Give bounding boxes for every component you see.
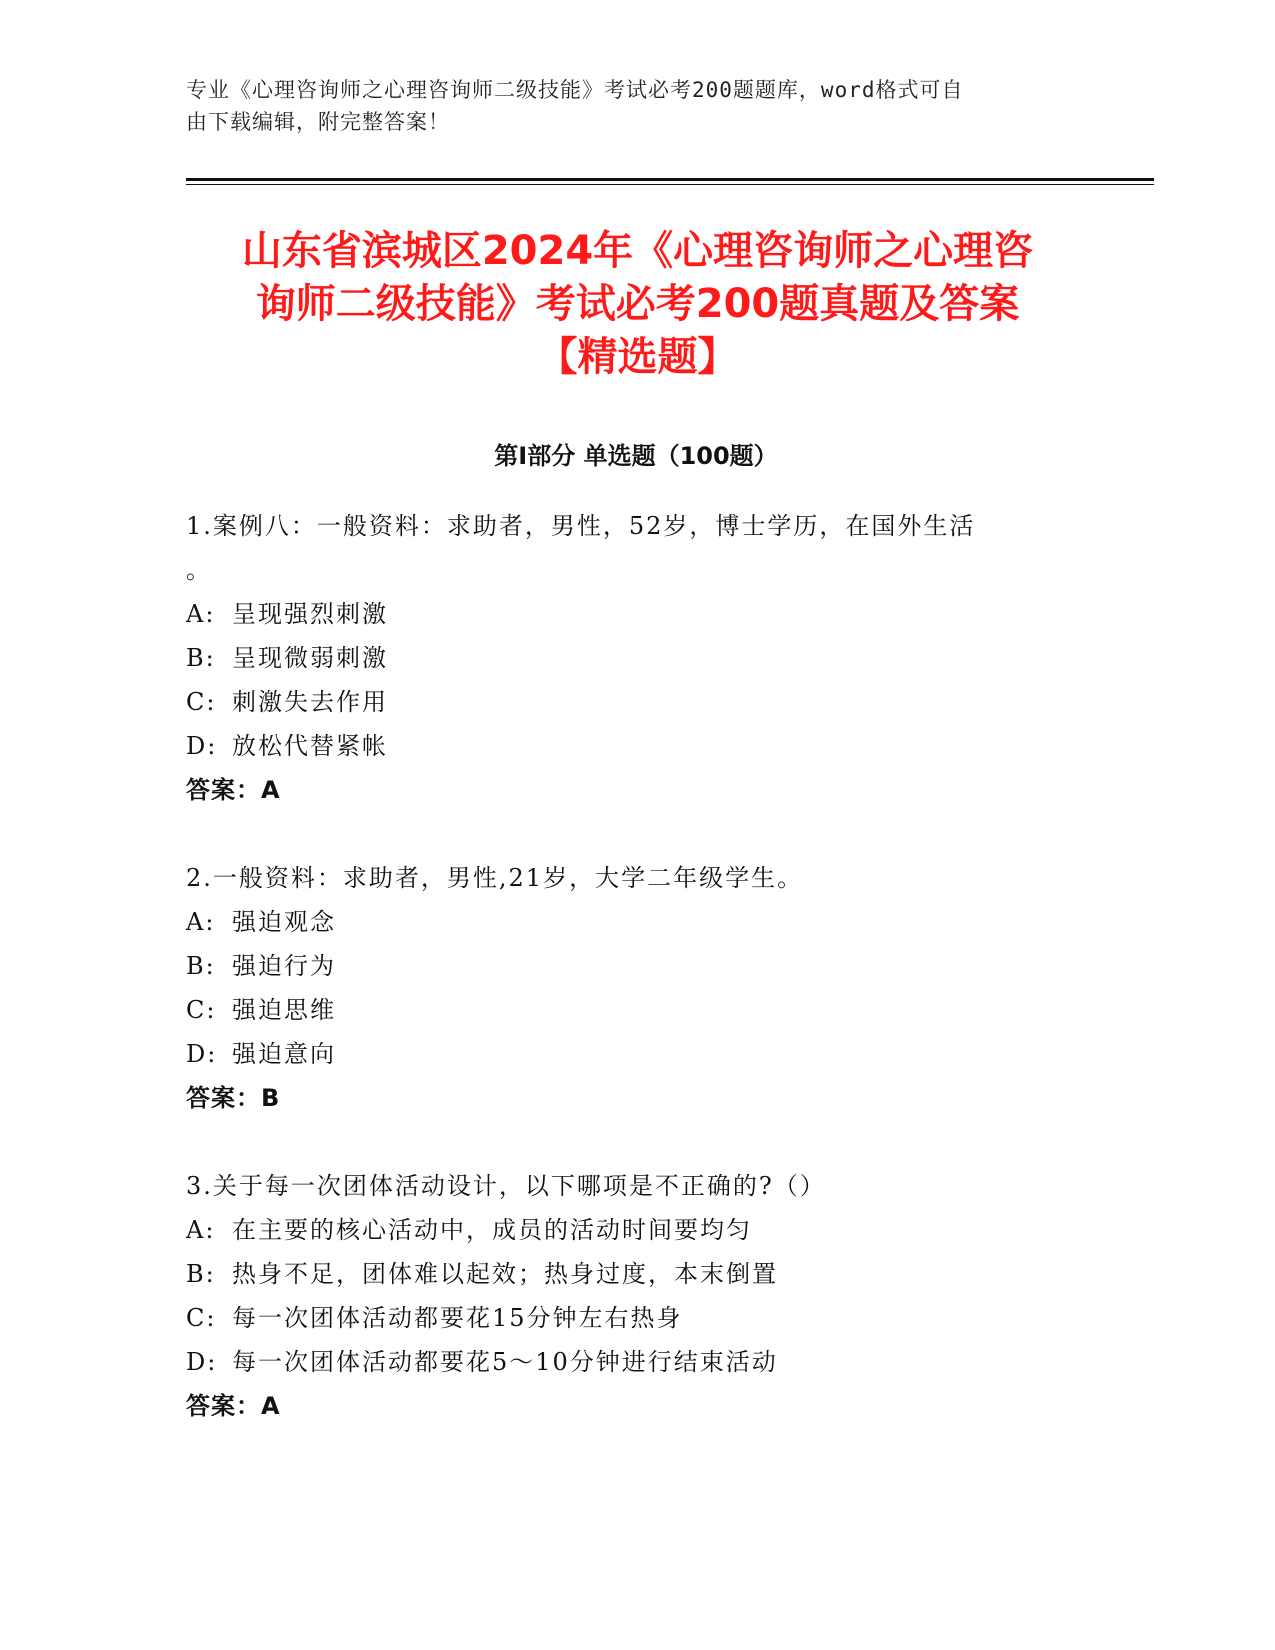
option-text: 放松代替紧帐	[232, 732, 388, 760]
option-text: 热身不足，团体难以起效；热身过度，本末倒置	[232, 1260, 778, 1288]
option-a	[186, 598, 1146, 630]
section-title: 第Ⅰ部分 单选题（100题）	[494, 442, 778, 470]
header-note	[186, 74, 1066, 138]
option-key: D:	[186, 1348, 218, 1376]
option-a	[186, 1214, 1146, 1246]
option-text: 强迫观念	[232, 908, 336, 936]
option-text: 呈现微弱刺激	[232, 644, 388, 672]
question-stem: 3.关于每一次团体活动设计，以下哪项是不正确的?（）	[186, 1172, 826, 1200]
option-key: D:	[186, 1040, 218, 1068]
option-text: 每一次团体活动都要花5～10分钟进行结束活动	[232, 1348, 778, 1376]
answer-line: 答案：A	[186, 1392, 281, 1420]
header-note-line-1: 专业《心理咨询师之心理咨询师二级技能》考试必考200题题库，word格式可自	[186, 78, 964, 102]
document-title-line-2: 询师二级技能》考试必考200题真题及答案	[255, 281, 1020, 327]
option-b	[186, 950, 1146, 982]
option-text: 呈现强烈刺激	[232, 600, 388, 628]
question-stem: 1.案例八：一般资料：求助者，男性，52岁，博士学历，在国外生活	[186, 512, 976, 540]
document-title	[160, 225, 1115, 384]
option-key: C:	[186, 688, 217, 716]
option-b	[186, 642, 1146, 674]
option-text: 刺激失去作用	[232, 688, 388, 716]
option-c	[186, 1302, 1146, 1334]
option-key: A:	[186, 908, 216, 936]
option-text: 强迫意向	[232, 1040, 336, 1068]
question-stem-continued: 。	[186, 556, 212, 584]
document-title-line-3: 【精选题】	[537, 334, 738, 380]
answer-line: 答案：B	[186, 1084, 281, 1112]
option-d	[186, 1346, 1146, 1378]
option-key: B:	[186, 1260, 216, 1288]
option-key: B:	[186, 952, 216, 980]
header-rule-thick	[186, 178, 1154, 181]
option-c	[186, 686, 1146, 718]
header-note-line-2: 由下载编辑，附完整答案！	[186, 110, 450, 134]
option-text: 在主要的核心活动中，成员的活动时间要均匀	[232, 1216, 752, 1244]
option-b	[186, 1258, 1146, 1290]
option-a	[186, 906, 1146, 938]
option-d	[186, 730, 1146, 762]
option-key: D:	[186, 732, 218, 760]
option-key: C:	[186, 996, 217, 1024]
document-title-line-1: 山东省滨城区2024年《心理咨询师之心理咨	[241, 228, 1034, 274]
option-text: 每一次团体活动都要花15分钟左右热身	[232, 1304, 683, 1332]
option-text: 强迫思维	[232, 996, 336, 1024]
option-c	[186, 994, 1146, 1026]
option-text: 强迫行为	[232, 952, 336, 980]
option-key: A:	[186, 1216, 216, 1244]
option-key: A:	[186, 600, 216, 628]
question-stem: 2.一般资料：求助者，男性,21岁，大学二年级学生。	[186, 864, 804, 892]
answer-line: 答案：A	[186, 776, 281, 804]
option-key: C:	[186, 1304, 217, 1332]
option-key: B:	[186, 644, 216, 672]
header-rule-thin	[186, 184, 1154, 185]
option-d	[186, 1038, 1146, 1070]
